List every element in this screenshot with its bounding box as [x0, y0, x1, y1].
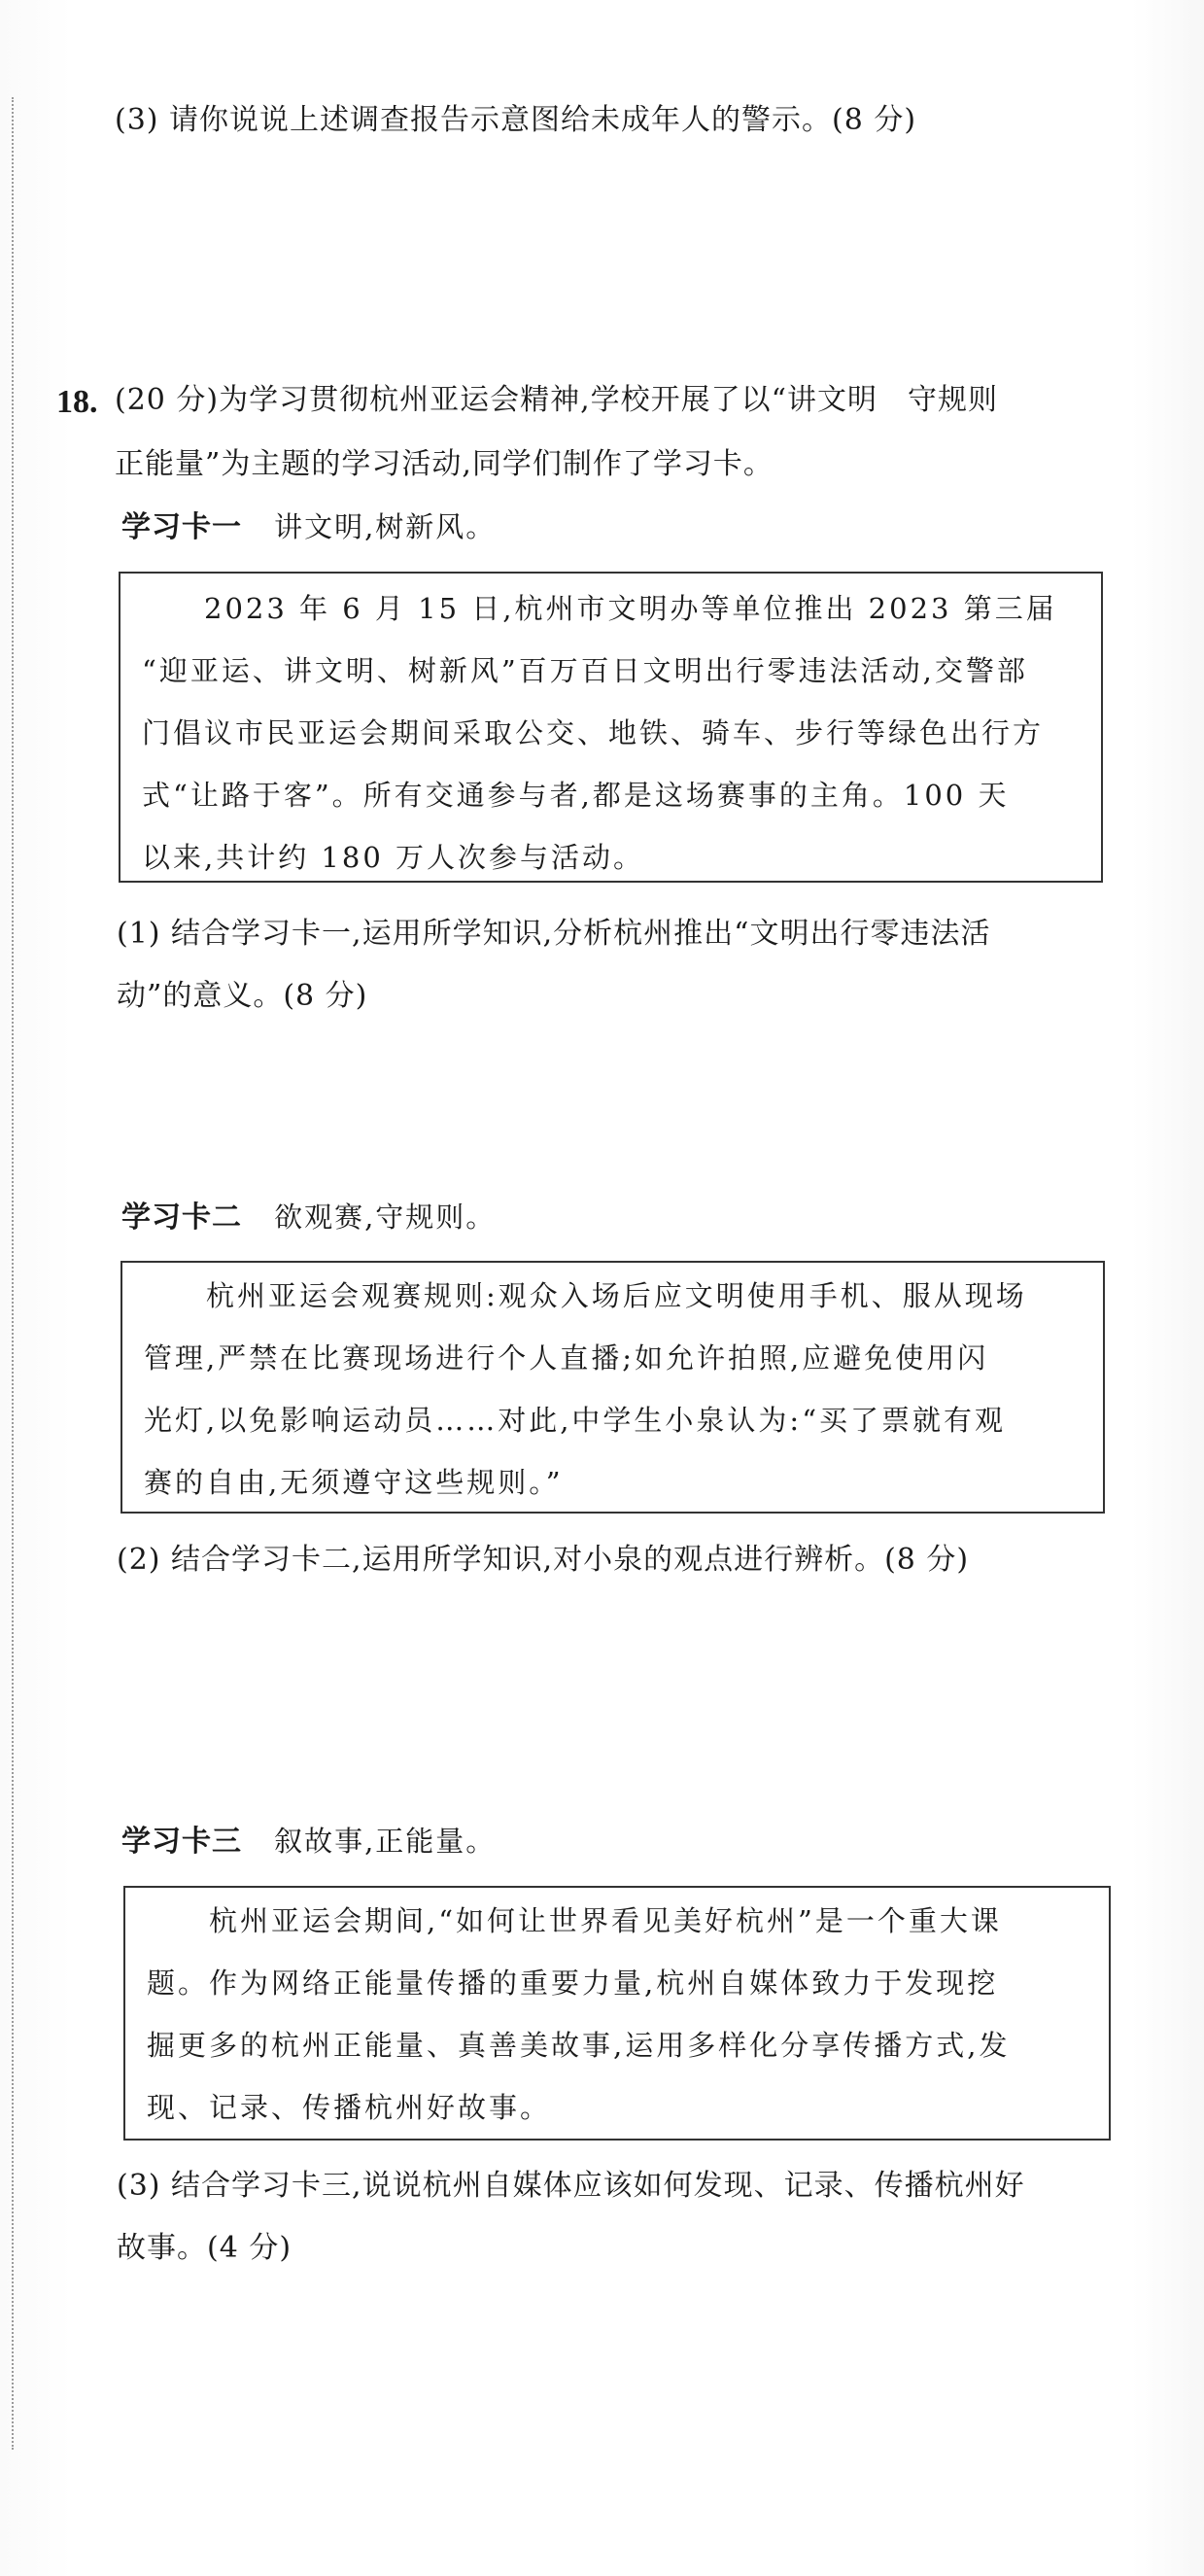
- card2-material-line: 管理,严禁在比赛现场进行个人直播;如允许拍照,应避免使用闪: [144, 1341, 989, 1375]
- card3-material-box: [123, 1886, 1111, 2141]
- card1-heading: [121, 507, 496, 547]
- card2-material-box: [120, 1261, 1105, 1514]
- card2-material-line: 光灯,以免影响运动员……对此,中学生小泉认为:“买了票就有观: [144, 1404, 1007, 1437]
- card3-material-line: 杭州亚运会期间,“如何让世界看见美好杭州”是一个重大课: [209, 1904, 1002, 1937]
- card3-question-line-2: 故事。(4 分): [117, 2231, 292, 2265]
- card1-material-line: “迎亚运、讲文明、树新风”百万百日文明出行零违法活动,交警部: [142, 654, 1028, 687]
- card1-question-line-1: (1) 结合学习卡一,运用所学知识,分析杭州推出“文明出行零违法活: [117, 917, 991, 951]
- card2-material-line: 杭州亚运会观赛规则:观众入场后应文明使用手机、服从现场: [206, 1279, 1027, 1312]
- card3-material-line: 掘更多的杭州正能量、真善美故事,运用多样化分享传播方式,发: [147, 2029, 1011, 2062]
- q18-stem-line-2: 正能量”为主题的学习活动,同学们制作了学习卡。: [115, 447, 774, 481]
- card1-material-line: 2023 年 6 月 15 日,杭州市文明办等单位推出 2023 第三届: [204, 592, 1057, 625]
- card1-material-line: 以来,共计约 180 万人次参与活动。: [142, 841, 645, 874]
- q17-part3-question: (3) 请你说说上述调查报告示意图给未成年人的警示。(8 分): [115, 103, 917, 137]
- card3-subtitle: 叙故事,正能量。: [274, 1825, 497, 1858]
- card3-material-line: 现、记录、传播杭州好故事。: [147, 2091, 552, 2124]
- card1-material-box: [119, 572, 1103, 883]
- card1-material-line: 式“让路于客”。所有交通参与者,都是这场赛事的主角。100 天: [142, 779, 1010, 812]
- card2-material-line: 赛的自由,无须遵守这些规则。”: [144, 1466, 564, 1499]
- card1-question-line-2: 动”的意义。(8 分): [117, 979, 368, 1013]
- card2-heading: [121, 1198, 496, 1237]
- card1-material-line: 门倡议市民亚运会期间采取公交、地铁、骑车、步行等绿色出行方: [142, 716, 1045, 749]
- card2-subtitle: 欲观赛,守规则。: [274, 1201, 497, 1234]
- card3-material-line: 题。作为网络正能量传播的重要力量,杭州自媒体致力于发现挖: [147, 1967, 999, 2000]
- card3-title: 学习卡三: [121, 1825, 242, 1859]
- binding-margin-line: [12, 97, 14, 2450]
- q18-stem-line-1: (20 分)为学习贯彻杭州亚运会精神,学校开展了以“讲文明 守规则: [115, 383, 998, 417]
- question-number: 18.: [56, 384, 98, 420]
- card3-heading: [121, 1822, 496, 1862]
- card1-title: 学习卡一: [121, 510, 242, 544]
- card2-question-line-1: (2) 结合学习卡二,运用所学知识,对小泉的观点进行辨析。(8 分): [117, 1543, 970, 1577]
- card2-title: 学习卡二: [121, 1201, 242, 1235]
- card3-question-line-1: (3) 结合学习卡三,说说杭州自媒体应该如何发现、记录、传播杭州好: [117, 2169, 1025, 2203]
- card1-subtitle: 讲文明,树新风。: [274, 510, 497, 543]
